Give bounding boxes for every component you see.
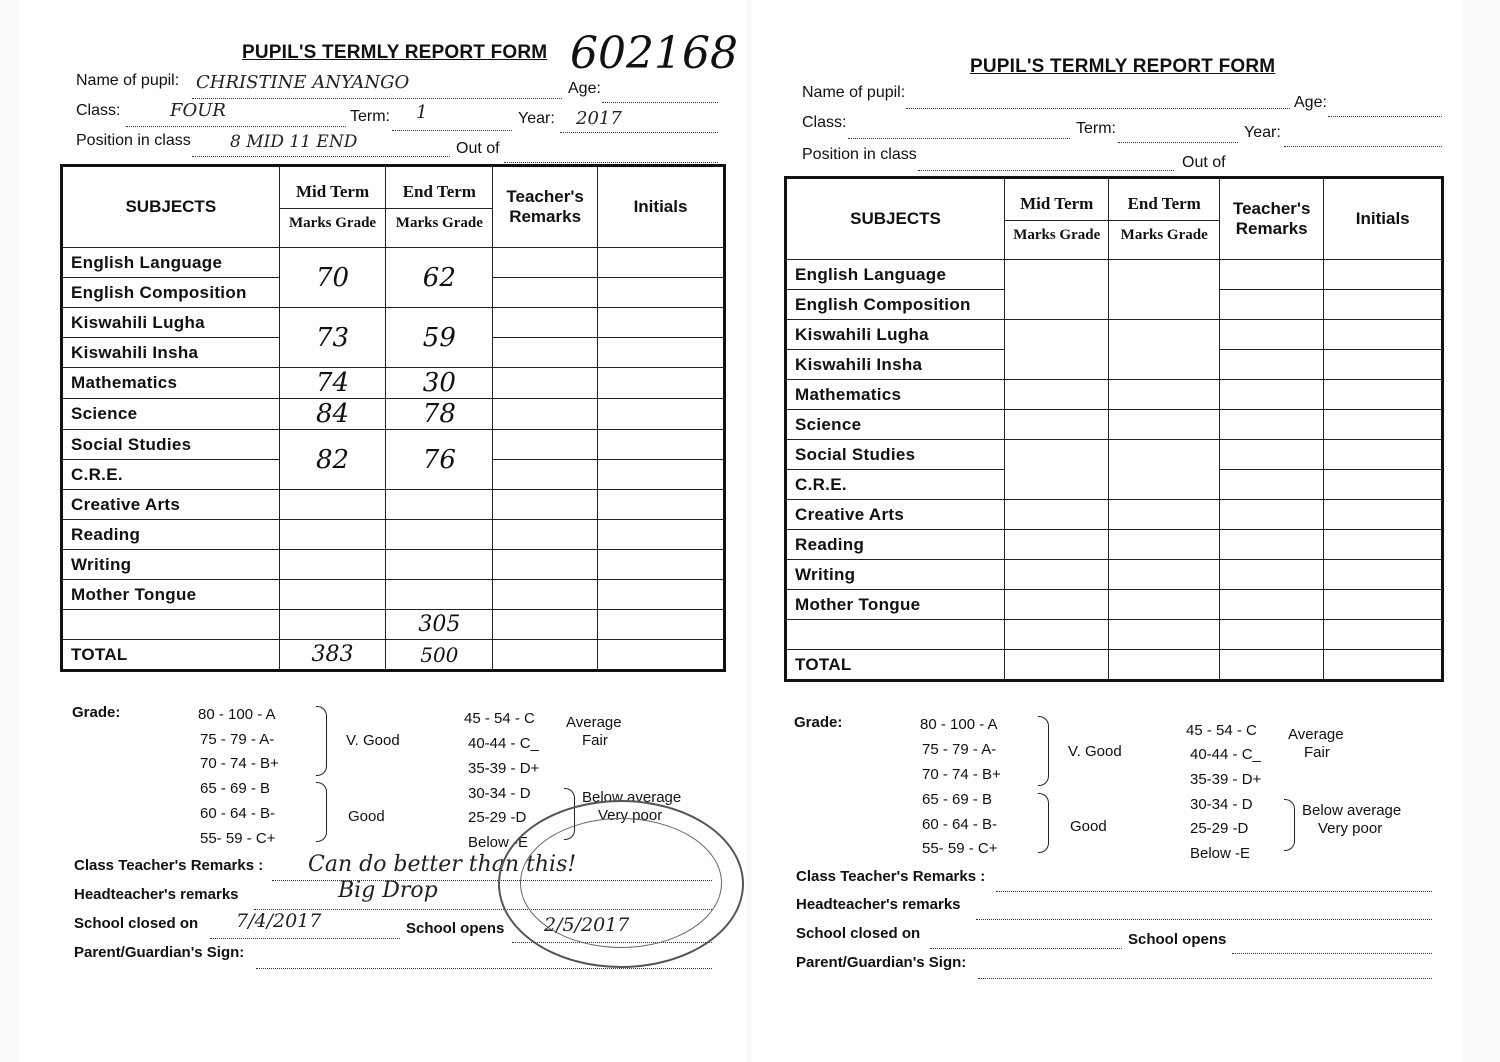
left-class-line (126, 108, 346, 127)
right-h-initials: Initials (1324, 178, 1443, 260)
very-poor-label: Very poor (1318, 820, 1383, 837)
right-term-line (1118, 124, 1238, 143)
table-row: English Composition (786, 290, 1443, 320)
left-h-subjects: SUBJECTS (62, 166, 280, 248)
table-row: Mathematics 74 30 (62, 368, 725, 399)
left-class-teacher-label: Class Teacher's Remarks : (74, 857, 264, 874)
left-opens-date: 2/5/2017 (544, 914, 630, 936)
table-row: Mother Tongue (62, 580, 725, 610)
left-class-value: FOUR (170, 100, 226, 121)
table-row: Science 84 78 (62, 399, 725, 430)
grade-key: 40-44 - C_ (468, 735, 539, 752)
eng-mid-mark: 70 (279, 248, 386, 308)
right-head-label: Headteacher's remarks (796, 896, 961, 913)
right-year-label: Year: (1244, 124, 1281, 141)
table-row: TOTAL 383 500 (62, 640, 725, 671)
brace-icon (1038, 793, 1049, 853)
average-label: Average (566, 714, 622, 731)
table-row: Writing (62, 550, 725, 580)
ss-mid-mark: 82 (279, 430, 386, 490)
right-position-line (918, 152, 1174, 171)
right-report-page (752, 0, 1462, 1062)
grade-key: 40-44 - C_ (1190, 746, 1261, 763)
table-row: Social Studies 82 76 (62, 430, 725, 460)
right-age-label: Age: (1294, 94, 1327, 111)
right-form-title: PUPIL'S TERMLY REPORT FORM (970, 56, 1276, 77)
brace-icon (316, 706, 327, 776)
school-stamp-inner-icon (520, 818, 722, 948)
grade-key: 80 - 100 - A (920, 716, 998, 733)
grade-key: 70 - 74 - B+ (200, 755, 279, 772)
left-class-teacher-remark: Can do better than this! (308, 852, 577, 877)
grade-key: 65 - 69 - B (922, 791, 993, 808)
good-label: Good (348, 808, 385, 825)
grade-key: Below -E (1190, 845, 1251, 862)
sci-end-mark: 78 (386, 399, 493, 430)
grade-key: 35-39 - D+ (468, 760, 540, 777)
left-closed-date: 7/4/2017 (236, 910, 322, 932)
grade-key: 80 - 100 - A (198, 706, 276, 723)
left-h-remarks: Teacher's Remarks (493, 166, 598, 248)
left-term-value: 1 (416, 102, 428, 123)
left-report-page (20, 0, 745, 1062)
brace-icon (316, 782, 327, 842)
right-grade-label: Grade: (794, 714, 843, 731)
table-row: Kiswahili Lugha (786, 320, 1443, 350)
below-average-label: Below average (1302, 802, 1402, 819)
right-h-end: End Term Marks Grade (1109, 178, 1220, 260)
right-year-line (1284, 128, 1442, 147)
table-row: Creative Arts (786, 500, 1443, 530)
grade-key: 55- 59 - C+ (200, 830, 276, 847)
table-row: Reading (786, 530, 1443, 560)
table-row: C.R.E. (62, 460, 725, 490)
eng-end-mark: 62 (386, 248, 493, 308)
vgood-label: V. Good (1068, 743, 1122, 760)
math-mid-mark: 74 (279, 368, 386, 399)
left-term-line (392, 112, 512, 131)
right-class-teacher-label: Class Teacher's Remarks : (796, 868, 986, 885)
table-row: TOTAL (786, 650, 1443, 681)
grade-key: 70 - 74 - B+ (922, 766, 1001, 783)
left-year-value: 2017 (576, 108, 622, 129)
left-age-line (602, 84, 718, 103)
table-row: Mother Tongue (786, 590, 1443, 620)
right-opens-label: School opens (1128, 931, 1227, 948)
table-row: English Language 70 62 (62, 248, 725, 278)
left-outof-label: Out of (456, 140, 500, 157)
left-serial-number: 602168 (570, 28, 738, 79)
right-parent-label: Parent/Guardian's Sign: (796, 954, 967, 971)
left-year-label: Year: (518, 110, 555, 127)
left-head-remark: Big Drop (338, 878, 438, 903)
right-term-label: Term: (1076, 120, 1116, 137)
table-row (62, 610, 725, 640)
grade-key: 25-29 -D (468, 809, 527, 826)
right-h-remarks: Teacher's Remarks (1219, 178, 1323, 260)
sci-mid-mark: 84 (279, 399, 386, 430)
left-parent-label: Parent/Guardian's Sign: (74, 944, 245, 961)
table-row: Science (786, 410, 1443, 440)
right-age-line (1328, 98, 1442, 117)
table-row: English Composition (62, 278, 725, 308)
kis-mid-mark: 73 (279, 308, 386, 368)
ss-end-mark: 76 (386, 430, 493, 490)
table-row: Kiswahili Insha (62, 338, 725, 368)
left-opens-label: School opens (406, 920, 505, 937)
left-h-mid: Mid Term Marks Grade (279, 166, 386, 248)
left-position-value: 8 MID 11 END (230, 132, 358, 152)
grade-key: 60 - 64 - B- (922, 816, 998, 833)
fair-label: Fair (1304, 744, 1330, 761)
table-row: English Language (786, 260, 1443, 290)
grade-key: 30-34 - D (1190, 796, 1253, 813)
left-position-label: Position in class (76, 132, 191, 149)
table-row: Kiswahili Insha (786, 350, 1443, 380)
total-mid-mark: 383 (279, 640, 386, 671)
right-outof-line (1230, 158, 1442, 177)
left-closed-label: School closed on (74, 915, 199, 932)
grade-key: 60 - 64 - B- (200, 805, 276, 822)
grade-key: 55- 59 - C+ (922, 840, 998, 857)
left-name-value: CHRISTINE ANYANGO (196, 72, 410, 93)
right-h-mid: Mid Term Marks Grade (1005, 178, 1109, 260)
right-name-label: Name of pupil: (802, 84, 906, 101)
right-closed-label: School closed on (796, 925, 921, 942)
grade-key: 25-29 -D (1190, 820, 1249, 837)
good-label: Good (1070, 818, 1107, 835)
right-class-teacher-line (996, 873, 1432, 892)
math-end-mark: 30 (386, 368, 493, 399)
very-poor-label: Very poor (598, 807, 663, 824)
right-opens-line (1232, 935, 1432, 954)
vgood-label: V. Good (346, 732, 400, 749)
grade-key: 45 - 54 - C (464, 710, 535, 727)
table-row: Creative Arts (62, 490, 725, 520)
brace-icon (1284, 799, 1295, 851)
table-row: Mathematics (786, 380, 1443, 410)
table-row: C.R.E. (786, 470, 1443, 500)
right-marks-table (784, 176, 1444, 682)
left-marks-table (60, 164, 726, 672)
kis-end-mark: 59 (386, 308, 493, 368)
left-outof-line (504, 144, 718, 163)
left-form-title: PUPIL'S TERMLY REPORT FORM (242, 42, 548, 63)
grade-key: 75 - 79 - A- (200, 731, 275, 748)
right-position-label: Position in class (802, 146, 917, 163)
grade-key: 65 - 69 - B (200, 780, 271, 797)
right-name-line (906, 90, 1290, 109)
table-row: Social Studies (786, 440, 1443, 470)
left-name-label: Name of pupil: (76, 72, 180, 89)
left-h-initials: Initials (598, 166, 725, 248)
left-age-label: Age: (568, 80, 601, 97)
right-parent-line (978, 960, 1432, 979)
grade-key: 75 - 79 - A- (922, 741, 997, 758)
grade-key: 30-34 - D (468, 785, 531, 802)
grade-key: 35-39 - D+ (1190, 771, 1262, 788)
fair-label: Fair (582, 732, 608, 749)
left-term-label: Term: (350, 108, 390, 125)
grade-key: 45 - 54 - C (1186, 722, 1257, 739)
table-row: Reading (62, 520, 725, 550)
left-h-end: End Term Marks Grade (386, 166, 493, 248)
below-average-label: Below average (582, 789, 682, 806)
total-end-top: 305 (386, 610, 493, 640)
grade-key: Below -E (468, 834, 529, 851)
right-h-subjects: SUBJECTS (786, 178, 1005, 260)
right-head-line (976, 901, 1432, 920)
right-class-line (848, 120, 1070, 139)
left-grade-label: Grade: (72, 704, 121, 721)
right-outof-label: Out of (1182, 154, 1226, 171)
average-label: Average (1288, 726, 1344, 743)
right-class-label: Class: (802, 114, 847, 131)
brace-icon (1038, 716, 1049, 786)
total-end-mark: 500 (386, 640, 493, 671)
table-row: Kiswahili Lugha 73 59 (62, 308, 725, 338)
left-head-label: Headteacher's remarks (74, 886, 239, 903)
table-row: Writing (786, 560, 1443, 590)
right-closed-line (930, 930, 1122, 949)
table-row (786, 620, 1443, 650)
left-class-label: Class: (76, 102, 121, 119)
